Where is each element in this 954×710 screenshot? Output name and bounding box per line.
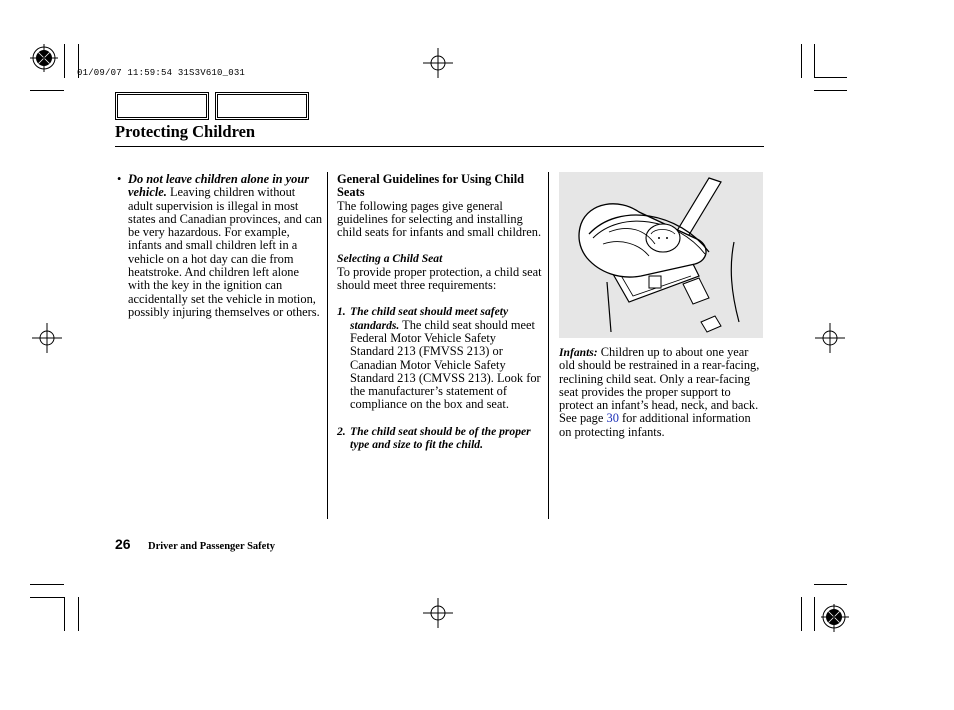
requirement-item xyxy=(337,305,543,411)
section-intro: The following pages give general guidelines for selecting and installing child seats for infants and small children. xyxy=(337,198,542,240)
section-footer: Driver and Passenger Safety xyxy=(148,541,276,552)
column-divider xyxy=(548,172,549,519)
requirement-item xyxy=(337,425,543,452)
print-timestamp: 01/09/07 11:59:54 31S3V610_031 xyxy=(77,68,246,78)
page-title: Protecting Children xyxy=(115,122,256,141)
registration-target-icon xyxy=(30,44,60,74)
rear-facing-infant-seat-icon xyxy=(559,172,763,338)
page-reference-link[interactable]: 30 xyxy=(606,411,619,426)
requirement-number: 2. xyxy=(337,424,346,438)
requirement-lead: The child seat should meet safety standards. xyxy=(350,305,509,332)
infants-text: Children up to about one year old should be restrained in a rear-facing, reclining child seat. Only a rear-facing seat provides the proper support to protect an infant’s head, neck, and back. See page xyxy=(559,345,760,426)
registration-target-icon xyxy=(819,602,849,632)
infants-text-after: for additional information on protecting infants. xyxy=(559,411,751,439)
infant-seat-illustration xyxy=(559,172,763,338)
requirement-text: The child seat should meet Federal Motor Vehicle Safety Standard 213 (FMVSS 213) or Canadian Motor Vehicle Safety Standard 213 (CMVSS 213). Look for the manufacturer’s statement of compliance on the box and seat. xyxy=(350,317,541,412)
subsection-intro: To provide proper protection, a child seat should meet three requirements: xyxy=(337,264,542,293)
header-tab-box-2 xyxy=(215,92,309,120)
header-tab-box-1 xyxy=(115,92,209,120)
infants-paragraph xyxy=(559,346,764,439)
infants-lead: Infants: xyxy=(559,346,598,359)
column-divider xyxy=(327,172,328,519)
warning-text: Leaving children without adult supervision is illegal in most states and Canadian provinces, and can be very hazardous. For example, infants and small children left in a vehicle on a hot day can die from heatstroke. And children left alone with the key in the ignition can accidentally set the vehicle in motion, possibly injuring themselves or others. xyxy=(128,185,323,319)
crosshair-mark-icon xyxy=(423,598,453,628)
warning-lead: Do not leave children alone in your vehicle. xyxy=(128,172,310,200)
bullet: • xyxy=(117,172,122,186)
crosshair-mark-icon xyxy=(32,323,62,353)
subsection-heading: Selecting a Child Seat xyxy=(337,252,443,266)
crosshair-mark-icon xyxy=(815,323,845,353)
page-number: 26 xyxy=(115,536,131,552)
column-infants xyxy=(559,346,764,439)
requirement-number: 1. xyxy=(337,305,346,319)
column-guidelines xyxy=(337,173,543,451)
column-warning xyxy=(117,173,323,319)
section-heading: General Guidelines for Using Child Seats xyxy=(337,172,525,200)
crosshair-mark-icon xyxy=(423,48,453,78)
warning-paragraph xyxy=(128,173,323,319)
requirement-lead: The child seat should be of the proper type and size to fit the child. xyxy=(350,424,531,452)
title-rule xyxy=(115,146,764,147)
